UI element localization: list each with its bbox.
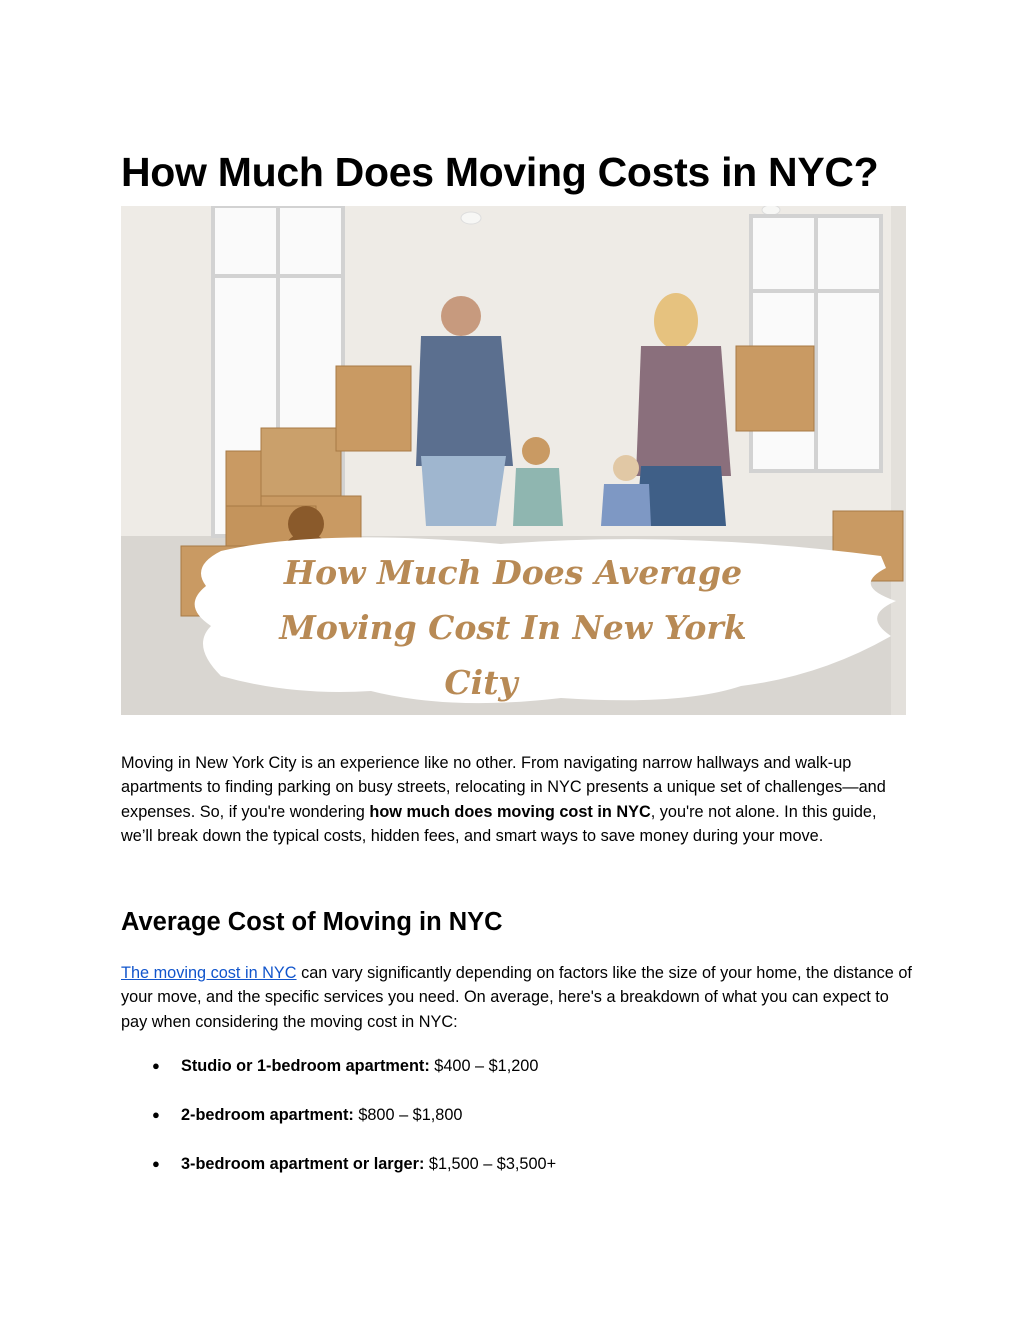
hero-overlay-line2: Moving Cost In New York [279, 608, 747, 647]
hero-image [121, 206, 906, 715]
intro-text-1: Moving in New York City is an experience like no other. From navigating narrow hallways and walk-up apartments to finding parking on busy streets, relocating in NYC presents a unique set of challenges—and expenses. So, if you're wondering [121, 754, 886, 821]
cost-item-label: 3-bedroom apartment or larger: [181, 1155, 425, 1173]
hero-overlay-line3: City [444, 663, 518, 702]
cost-list [121, 1052, 556, 1199]
cost-item-label: 2-bedroom apartment: [181, 1106, 354, 1124]
cost-item-label: Studio or 1-bedroom apartment: [181, 1057, 430, 1075]
cost-item-value: $1,500 – $3,500+ [424, 1155, 557, 1173]
bullet-icon: ● [152, 1156, 160, 1171]
cost-item-2-bedroom [121, 1101, 556, 1150]
cost-item-value: $400 – $1,200 [429, 1057, 539, 1075]
intro-bold-text: how much does moving cost in NYC [369, 802, 651, 821]
bullet-icon: ● [152, 1058, 160, 1073]
intro-text-2: , you're not alone. In this guide, we’ll break down the typical costs, hidden fees, and smart ways to save money during your move. [121, 802, 877, 846]
moving-cost-link[interactable]: The moving cost in NYC [121, 964, 297, 982]
cost-item-value: $800 – $1,800 [353, 1106, 463, 1124]
section-paragraph-text: can vary significantly depending on factors like the size of your home, the distance of your move, and the specific services you need. On average, here's a breakdown of what you can expect to pay when considering the moving cost in NYC: [121, 964, 912, 1031]
cost-item-3-bedroom [121, 1150, 556, 1199]
hero-overlay-line1: How Much Does Average [283, 553, 743, 592]
page-title: How Much Does Moving Costs in NYC? [121, 149, 879, 195]
bullet-icon: ● [152, 1107, 160, 1122]
cost-item-studio [121, 1052, 556, 1101]
intro-paragraph [121, 751, 911, 849]
section-heading: Average Cost of Moving in NYC [121, 908, 503, 936]
section-paragraph [121, 961, 916, 1034]
